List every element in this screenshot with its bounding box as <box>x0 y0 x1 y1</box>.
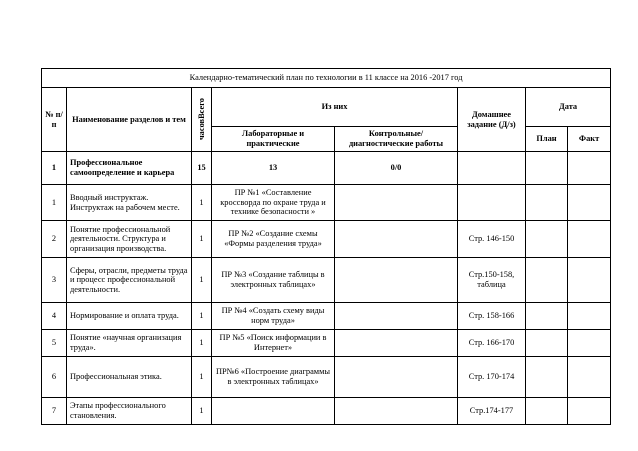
header-labs: Лабораторные и практические <box>212 127 335 152</box>
row-name: Вводный инструктаж. Инструктаж на рабочем месте. <box>67 185 192 221</box>
row-plan <box>526 185 568 221</box>
row-plan <box>526 398 568 425</box>
section-row <box>42 152 611 185</box>
section-name: Профессиональное самоопределение и карьера <box>67 152 192 185</box>
header-fact: Факт <box>568 127 611 152</box>
row-control <box>335 357 458 398</box>
row-hours: 1 <box>192 258 212 303</box>
row-num: 4 <box>42 303 67 330</box>
section-hours: 15 <box>192 152 212 185</box>
row-num: 2 <box>42 221 67 258</box>
row-plan <box>526 221 568 258</box>
row-lab <box>212 398 335 425</box>
row-homework: Стр.174-177 <box>458 398 526 425</box>
row-fact <box>568 258 611 303</box>
header-date: Дата <box>526 88 611 127</box>
row-name: Нормирование и оплата труда. <box>67 303 192 330</box>
row-hours: 1 <box>192 357 212 398</box>
row-homework: Стр. 158-166 <box>458 303 526 330</box>
row-control <box>335 185 458 221</box>
table-title: Календарно-тематический план по технологии в 11 классе на 2016 -2017 год <box>42 69 611 88</box>
row-homework <box>458 185 526 221</box>
row-lab: ПР №3 «Создание таблицы в электронных таблицах» <box>212 258 335 303</box>
row-lab: ПР №1 «Составление кроссворда по охране труда и технике безопасности » <box>212 185 335 221</box>
row-num: 3 <box>42 258 67 303</box>
row-num: 5 <box>42 330 67 357</box>
title-row <box>42 69 611 88</box>
row-control <box>335 303 458 330</box>
header-of-them: Из них <box>212 88 458 127</box>
row-fact <box>568 221 611 258</box>
row-lab: ПР№6 «Построение диаграммы в электронных таблицах» <box>212 357 335 398</box>
row-hours: 1 <box>192 303 212 330</box>
row-num: 1 <box>42 185 67 221</box>
header-control: Контрольные/ диагностические работы <box>335 127 458 152</box>
row-fact <box>568 303 611 330</box>
row-fact <box>568 398 611 425</box>
table-row <box>42 330 611 357</box>
header-homework: Домашнее задание (Д/з) <box>458 88 526 152</box>
table-row <box>42 221 611 258</box>
section-homework <box>458 152 526 185</box>
row-plan <box>526 258 568 303</box>
row-control <box>335 258 458 303</box>
row-homework: Стр. 170-174 <box>458 357 526 398</box>
row-num: 6 <box>42 357 67 398</box>
row-homework: Стр. 146-150 <box>458 221 526 258</box>
row-hours: 1 <box>192 221 212 258</box>
header-section: Наименование разделов и тем <box>67 88 192 152</box>
header-plan: План <box>526 127 568 152</box>
row-plan <box>526 330 568 357</box>
header-hours-label: часовВсего <box>196 98 206 141</box>
row-name: Понятие «научная организация труда». <box>67 330 192 357</box>
row-fact <box>568 357 611 398</box>
table-row <box>42 258 611 303</box>
row-plan <box>526 357 568 398</box>
row-name: Понятие профессиональной деятельности. Структура и организация производства. <box>67 221 192 258</box>
row-hours: 1 <box>192 398 212 425</box>
row-plan <box>526 303 568 330</box>
table-row <box>42 398 611 425</box>
table-row <box>42 357 611 398</box>
row-control <box>335 330 458 357</box>
header-row-1 <box>42 88 611 127</box>
row-lab: ПР №2 «Создание схемы «Формы разделения труда» <box>212 221 335 258</box>
row-num: 7 <box>42 398 67 425</box>
row-fact <box>568 330 611 357</box>
section-labs: 13 <box>212 152 335 185</box>
header-hours <box>192 88 212 152</box>
row-control <box>335 221 458 258</box>
row-lab: ПР №4 «Создать схему виды норм труда» <box>212 303 335 330</box>
section-fact <box>568 152 611 185</box>
section-plan <box>526 152 568 185</box>
row-homework: Стр.150-158, таблица <box>458 258 526 303</box>
row-name: Сферы, отрасли, предметы труда и процесс профессиональной деятельности. <box>67 258 192 303</box>
calendar-plan-table <box>41 68 611 425</box>
row-name: Профессиональная этика. <box>67 357 192 398</box>
row-lab: ПР №5 «Поиск информации в Интернет» <box>212 330 335 357</box>
row-hours: 1 <box>192 185 212 221</box>
row-homework: Стр. 166-170 <box>458 330 526 357</box>
header-num: № п/п <box>42 88 67 152</box>
section-num: 1 <box>42 152 67 185</box>
row-name: Этапы профессионального становления. <box>67 398 192 425</box>
row-hours: 1 <box>192 330 212 357</box>
section-control: 0/0 <box>335 152 458 185</box>
row-control <box>335 398 458 425</box>
row-fact <box>568 185 611 221</box>
table-row <box>42 303 611 330</box>
table-row <box>42 185 611 221</box>
